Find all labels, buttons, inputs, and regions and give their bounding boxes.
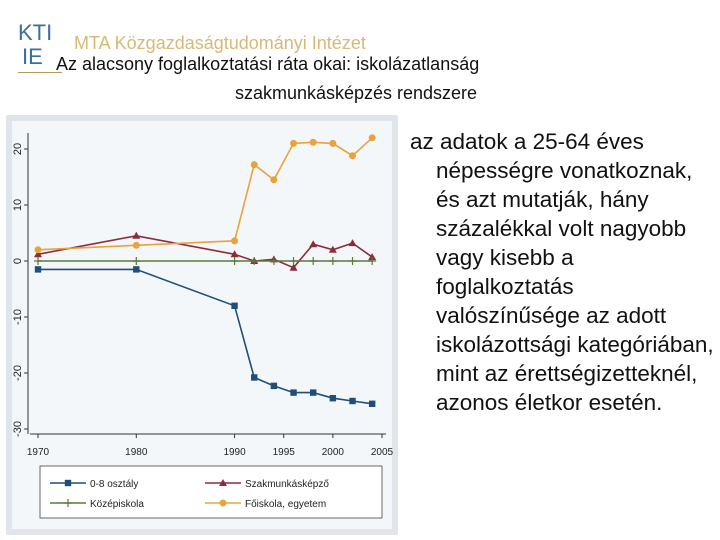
data-point-circle bbox=[369, 134, 376, 141]
data-point-circle bbox=[310, 139, 317, 146]
data-point-circle bbox=[329, 140, 336, 147]
data-point-square bbox=[349, 398, 355, 404]
data-point-square bbox=[231, 303, 237, 309]
x-tick-label: 1990 bbox=[223, 447, 246, 458]
x-tick-label: 1980 bbox=[125, 447, 148, 458]
data-point-circle bbox=[290, 140, 297, 147]
series-line bbox=[38, 269, 372, 403]
x-tick-label: 1970 bbox=[26, 447, 50, 458]
data-point-square bbox=[271, 383, 277, 389]
data-point-triangle bbox=[309, 240, 317, 247]
explanation-paragraph: az adatok a 25-64 éves népességre vonatkoznak, és azt mutatják, hány százalékkal volt nagyobb vagy kisebb a foglalkoztatás valószínűsége az adott iskolázottsági kategóriában, mint az érettségizetteknél, azonos életkor esetén. bbox=[410, 129, 714, 415]
x-tick-label: 1995 bbox=[272, 447, 295, 458]
logo-letters-top: KTI bbox=[18, 20, 53, 45]
x-tick-label: 2005 bbox=[370, 447, 394, 458]
explanation-text bbox=[410, 127, 715, 417]
y-tick-label: 0 bbox=[12, 257, 24, 265]
data-point-circle bbox=[349, 152, 356, 159]
institute-name: MTA Közgazdaságtudományi Intézet bbox=[74, 33, 366, 53]
legend-box bbox=[40, 466, 382, 518]
data-point-square bbox=[65, 480, 71, 486]
data-point-plus bbox=[270, 257, 278, 265]
data-point-plus bbox=[34, 257, 42, 265]
data-point-circle bbox=[231, 237, 238, 244]
y-tick-label: -10 bbox=[12, 309, 24, 325]
series-line bbox=[38, 236, 372, 268]
legend-label: Főiskola, egyetem bbox=[245, 499, 327, 510]
data-point-plus bbox=[329, 257, 337, 265]
data-point-square bbox=[133, 266, 139, 272]
data-point-triangle bbox=[132, 232, 140, 239]
legend-label: Középiskola bbox=[90, 499, 144, 510]
logo-letters-bottom: IE bbox=[22, 44, 43, 69]
legend-label: 0-8 osztály bbox=[90, 479, 139, 490]
title-line-1: Az alacsony foglalkoztatási ráta okai: iskolázatlanság bbox=[56, 54, 480, 74]
x-tick-label: 2000 bbox=[321, 447, 344, 458]
data-point-plus bbox=[309, 257, 317, 265]
y-tick-label: -20 bbox=[12, 365, 24, 381]
data-point-square bbox=[369, 401, 375, 407]
data-point-circle bbox=[133, 242, 140, 249]
data-point-square bbox=[310, 389, 316, 395]
y-tick-label: -30 bbox=[12, 421, 24, 437]
data-point-square bbox=[330, 395, 336, 401]
series-line bbox=[38, 138, 372, 250]
data-point-triangle bbox=[349, 239, 357, 246]
legend-label: Szakmunkásképző bbox=[245, 479, 329, 490]
y-tick-label: 20 bbox=[12, 142, 24, 156]
data-point-plus bbox=[349, 257, 357, 265]
data-point-circle bbox=[251, 161, 258, 168]
data-point-square bbox=[290, 389, 296, 395]
data-point-plus bbox=[132, 257, 140, 265]
data-point-square bbox=[35, 266, 41, 272]
data-point-square bbox=[251, 374, 257, 380]
y-tick-label: 10 bbox=[12, 198, 24, 212]
data-point-circle bbox=[220, 500, 227, 507]
title-line-2: szakmunkásképzés rendszere bbox=[234, 83, 478, 103]
data-point-circle bbox=[270, 176, 277, 183]
data-point-circle bbox=[35, 246, 42, 253]
data-point-plus bbox=[231, 257, 239, 265]
